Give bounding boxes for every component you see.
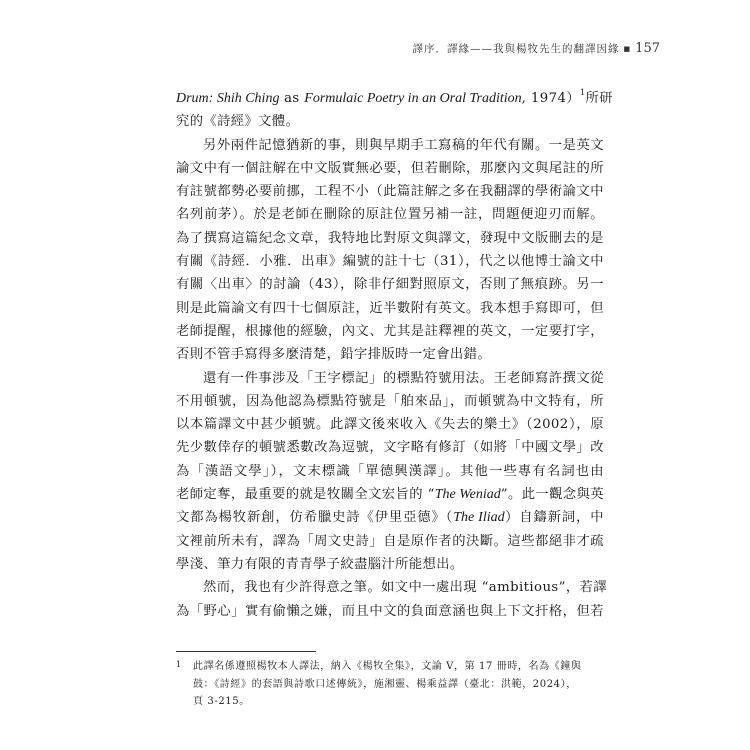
text-line: 以本篇譯文中甚少頓號。此譯文後來收入《失去的樂土》（2002），原: [176, 417, 604, 433]
title-italic: Formulaic Poetry in an Oral Tradition: [304, 91, 522, 106]
text-run: 老師定奪，最重要的就是牧關全文宏旨的 “: [176, 487, 435, 503]
text-line: 還有一件事涉及「王字標記」的標點符號用法。王老師寫許撰文從: [203, 370, 604, 386]
page-number: 157: [635, 41, 660, 56]
text-line: [176, 506, 604, 529]
text-line: 老師提醒，根據他的經驗，內文、尤其是註釋裡的英文，一定要打字，: [176, 323, 604, 339]
text-line: 先少數倖存的頓號悉數改為逗號，文字略有修訂（如將「中國文學」改: [176, 440, 604, 456]
text-line: 則是此篇論文有四十七個原註，近半數附有英文。我本想手寫即可，但: [176, 300, 604, 316]
text-run: ）自鑄新詞，中: [504, 510, 604, 526]
title-italic: The Iliad: [453, 510, 505, 526]
text-run: , 1974）: [521, 91, 581, 106]
text-line: 否則不管手寫得多麼清楚，鉛字排版時一定會出錯。: [176, 347, 492, 363]
text-line: 論文中有一個註解在中文版實無必要，但若刪除，那麼內文與尾註的所: [176, 160, 604, 176]
footnote-line: 鼓：《詩經》的套語與詩歌口述傳統》，施湘靈、楊乘益譯（臺北：洪範，2024），: [193, 678, 577, 690]
text-line: [176, 87, 613, 110]
footnote-mark: 1: [176, 660, 182, 669]
text-line: 有註號都勢必要前挪，工程不小（此篇註解之多在我翻譯的學術論文中: [176, 184, 604, 200]
text-line: 學淺、筆力有限的青青學子絞盡腦汁所能想出。: [176, 556, 464, 572]
running-title: 譯序．譯緣——我與楊牧先生的翻譯因緣: [412, 43, 620, 55]
text-line: 有關《詩經．小雅．出車》編號的註十七（31），代之以他博士論文中: [176, 254, 604, 270]
text-line: 為了撰寫這篇紀念文章，我特地比對原文與譯文，發現中文版刪去的是: [176, 230, 604, 246]
footnote-line: 此譯名係遵照楊牧本人譯法，納入《楊牧全集》，文論 V，第 17 冊時，名為《鐘與: [193, 661, 582, 672]
footnote-divider: [176, 651, 316, 652]
footnote: [176, 658, 606, 711]
footnote-ref[interactable]: 1: [580, 88, 586, 97]
text-line: 然而，我也有少許得意之筆。如文中一處出現 “ambitious”，若譯: [203, 580, 607, 596]
text-line: [176, 483, 604, 506]
text-line: 為「野心」實有偷懶之嫌，而且中文的負面意涵也與上下文扞格，但若: [176, 603, 604, 619]
text-line: 為「漢語文學」），文末標識「單德興漢譯」。其他一些專有名詞也由: [176, 463, 604, 479]
footnote-line: 頁 3-215。: [193, 696, 250, 707]
text-line: 不用頓號，因為他認為標點符號是「舶來品」，而頓號為中文特有，所: [176, 393, 604, 409]
separator-square-icon: ■: [623, 45, 632, 53]
text-run: 所研: [585, 91, 613, 106]
text-run: as: [279, 91, 305, 106]
text-run: 文都為楊牧新創，仿希臘史詩《伊里亞德》（: [176, 510, 454, 526]
title-italic: Drum: Shih Ching: [176, 91, 280, 106]
running-header: [360, 41, 660, 59]
text-run: ”。此一觀念與英: [500, 487, 605, 503]
text-line: 有關〈出車〉的討論（43），除非仔細對照原文，否則了無痕跡。另一: [176, 277, 604, 293]
title-italic: The Weniad: [434, 487, 501, 503]
text-line: 名列前茅）。於是老師在刪除的原註位置另補一註，問題便迎刃而解。: [176, 207, 604, 223]
text-line: 究的《詩經》文體。: [176, 114, 300, 130]
text-line: 另外兩件記憶猶新的事，則與早期手工寫稿的年代有關。一是英文: [203, 137, 604, 153]
body-text: [176, 87, 613, 623]
text-line: 文裡前所未有，譯為「周文史詩」自是原作者的決斷。這些都絕非才疏: [176, 533, 604, 549]
